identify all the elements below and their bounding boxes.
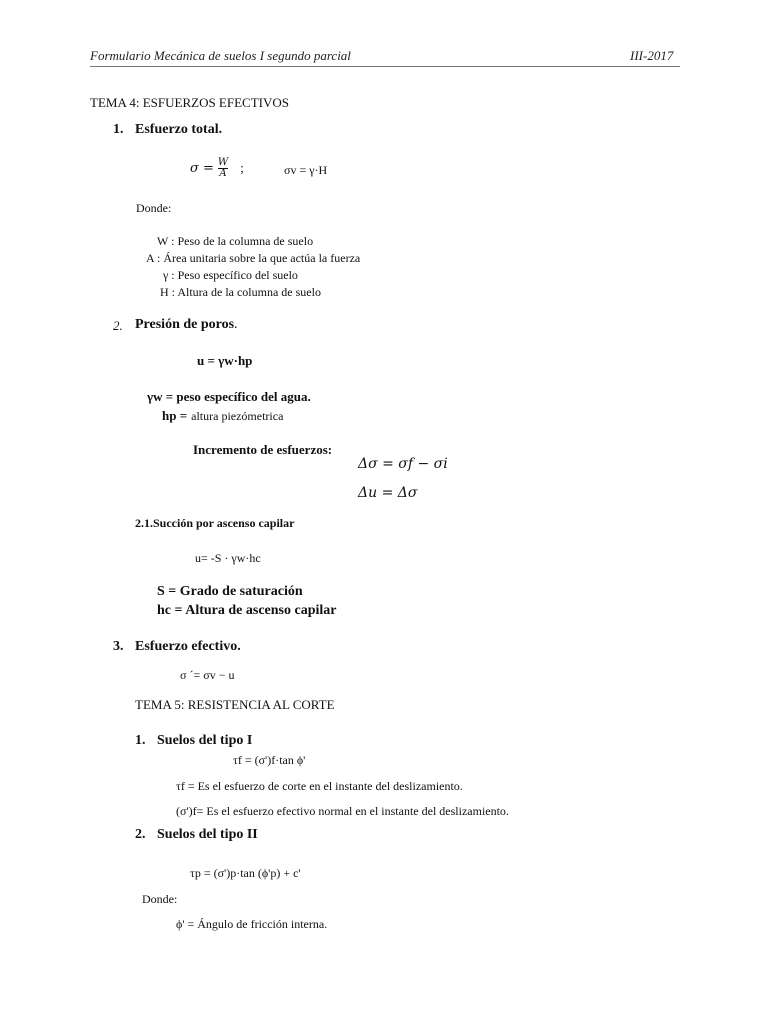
def-s: S = Grado de saturación: [157, 584, 303, 599]
s1-title: Esfuerzo total.: [135, 122, 223, 137]
def-w: W : Peso de la columna de suelo: [157, 234, 314, 248]
s3-number: 3.: [113, 639, 124, 654]
fraction-numerator: W: [217, 157, 229, 168]
def-h: H : Altura de la columna de suelo: [160, 285, 321, 299]
t5-s1-title: Suelos del tipo I: [157, 733, 253, 748]
t5-s1-number: 1.: [135, 733, 146, 748]
def-gamma-w: γw = peso específico del agua.: [147, 389, 311, 404]
s2-title: Presión de poros: [135, 317, 235, 332]
formula-tau-p: τp = (σ')p·tan (ϕ'p) + c': [190, 866, 301, 880]
tema5-title: TEMA 5: RESISTENCIA AL CORTE: [135, 697, 335, 712]
s1-donde: Donde:: [136, 201, 172, 215]
header-title: Formulario Mecánica de suelos I segundo parcial: [90, 48, 351, 63]
header-term: III-2017: [630, 48, 674, 63]
formula-semicolon: ;: [240, 160, 244, 176]
def-gamma: γ : Peso específico del suelo: [163, 268, 298, 282]
incremento-label: Incremento de esfuerzos:: [193, 442, 333, 457]
formula-esfuerzo-efectivo: σ ´= σv − u: [180, 668, 235, 682]
formula-lhs: σ =: [190, 161, 214, 177]
fraction-denominator: A: [219, 168, 227, 179]
s2-number: 2.: [113, 318, 123, 333]
def-hp-symbol: hp =: [162, 408, 188, 423]
s2-title-line: [135, 317, 238, 333]
t5-s2-number: 2.: [135, 827, 146, 842]
eq-delta-u: Δu = Δσ: [358, 485, 418, 501]
s1-number: 1.: [113, 122, 124, 137]
formula-sigma-v: σv = γ·H: [284, 163, 328, 177]
formula-succion: u= -S · γw·hc: [195, 551, 261, 565]
eq-delta-sigma: Δσ = σf − σi: [358, 456, 448, 472]
formula-tau-f: τf = (σ')f·tan ϕ': [233, 753, 306, 767]
formula-sigma-total: [190, 158, 244, 179]
t5-s2-title: Suelos del tipo II: [157, 827, 258, 842]
t5-s2-donde: Donde:: [142, 892, 178, 906]
s3-title: Esfuerzo efectivo.: [135, 639, 241, 654]
def-hp-line: [162, 407, 283, 425]
def-hp-text: altura piezómetrica: [191, 409, 284, 423]
def-a: A : Área unitaria sobre la que actúa la fuerza: [146, 251, 361, 265]
def-phi: ϕ' = Ángulo de fricción interna.: [176, 917, 328, 931]
tema4-title: TEMA 4: ESFUERZOS EFECTIVOS: [90, 95, 289, 110]
header-rule: [90, 66, 680, 67]
def-sigma-f: (σ')f= Es el esfuerzo efectivo normal en el instante del deslizamiento.: [176, 804, 509, 818]
def-tau-f: τf = Es el esfuerzo de corte en el instante del deslizamiento.: [176, 779, 463, 793]
def-hc: hc = Altura de ascenso capilar: [157, 603, 337, 618]
s2-title-dot: .: [234, 317, 238, 332]
formula-u: u = γw·hp: [197, 353, 253, 368]
formula-fraction: [218, 158, 228, 179]
s21-title: 2.1.Succión por ascenso capilar: [135, 516, 295, 530]
